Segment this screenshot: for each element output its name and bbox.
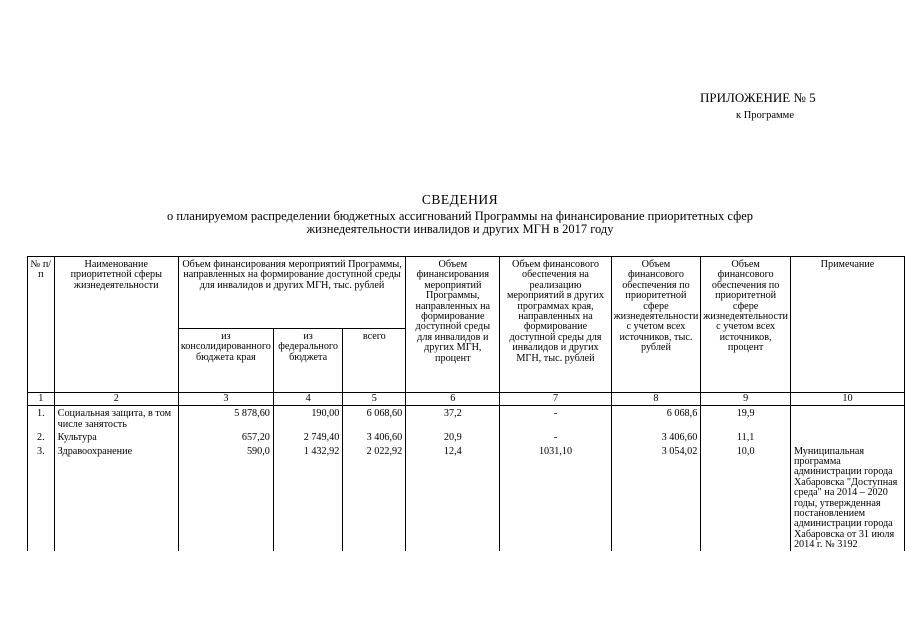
column-number: 3 — [178, 393, 273, 406]
row-consolidated: 5 878,60 — [178, 406, 273, 430]
document-subtitle-line1: о планируемом распределении бюджетных ассигнований Программы на финансирование приоритетных сфер — [166, 209, 753, 223]
row-all-rub: 6 068,6 — [611, 406, 701, 430]
table-row — [28, 406, 905, 430]
row-note: Муниципальная программа администрации города Хабаровска "Доступная среда" на 2014 – 2020 годы, утвержденная постановлением администрации города Хабаровска от 31 июля 2014 г. № 3192 — [790, 444, 904, 551]
allocation-table — [27, 256, 905, 551]
row-consolidated: 590,0 — [178, 444, 273, 551]
column-number: 9 — [701, 393, 791, 406]
table-row — [28, 430, 905, 443]
column-number: 1 — [28, 393, 55, 406]
column-number: 10 — [790, 393, 904, 406]
row-all-pct: 19,9 — [701, 406, 791, 430]
header-volume-group: Объем финансирования мероприятий Программы, направленных на формирование доступной среды для инвалидов и других МГН, тыс. рублей — [178, 257, 405, 329]
column-number: 5 — [343, 393, 406, 406]
row-other: - — [500, 430, 611, 443]
header-note: Примечание — [790, 257, 904, 393]
header-consolidated: из консолидированного бюджета края — [178, 329, 273, 393]
row-all-pct: 10,0 — [701, 444, 791, 551]
row-federal: 190,00 — [273, 406, 342, 430]
header-name: Наименование приоритетной сферы жизнедеятельности — [54, 257, 178, 393]
header-share-program: Объем финансирования мероприятий Программы, направленных на формирование доступной среды для инвалидов и других МГН, процент — [406, 257, 500, 393]
table-row — [28, 444, 905, 551]
column-number: 6 — [406, 393, 500, 406]
row-name: Культура — [54, 430, 178, 443]
row-federal: 2 749,40 — [273, 430, 342, 443]
row-other: - — [500, 406, 611, 430]
row-federal: 1 432,92 — [273, 444, 342, 551]
row-num: 3. — [28, 444, 55, 551]
row-all-pct: 11,1 — [701, 430, 791, 443]
row-consolidated: 657,20 — [178, 430, 273, 443]
column-number: 2 — [54, 393, 178, 406]
header-federal: из федерального бюджета — [273, 329, 342, 393]
appendix-block — [700, 90, 850, 121]
row-num: 2. — [28, 430, 55, 443]
row-total: 2 022,92 — [343, 444, 406, 551]
row-total: 3 406,60 — [343, 430, 406, 443]
column-number: 8 — [611, 393, 701, 406]
row-all-rub: 3 406,60 — [611, 430, 701, 443]
row-all-rub: 3 054,02 — [611, 444, 701, 551]
header-other-programs: Объем финансового обеспечения на реализацию мероприятий в других программах края, направленных на формирование доступной среды для инвалидов и других МГН, тыс. рублей — [500, 257, 611, 393]
column-number: 7 — [500, 393, 611, 406]
row-name: Социальная защита, в том числе занятость — [54, 406, 178, 430]
row-num: 1. — [28, 406, 55, 430]
row-total: 6 068,60 — [343, 406, 406, 430]
appendix-title: ПРИЛОЖЕНИЕ № 5 — [700, 90, 816, 105]
header-all-sources-rub: Объем финансового обеспечения по приоритетной сфере жизнедеятельности с учетом всех источников, тыс. рублей — [611, 257, 701, 393]
row-name: Здравоохранение — [54, 444, 178, 551]
row-note — [790, 430, 904, 443]
header-all-sources-pct: Объем финансового обеспечения по приоритетной сфере жизнедеятельности с учетом всех источников, процент — [701, 257, 791, 393]
row-note — [790, 406, 904, 430]
row-share: 20,9 — [406, 430, 500, 443]
document-title: СВЕДЕНИЯ — [421, 192, 499, 207]
header-total: всего — [343, 329, 406, 393]
row-other: 1031,10 — [500, 444, 611, 551]
column-number: 4 — [273, 393, 342, 406]
header-num: № п/п — [28, 257, 55, 393]
appendix-subtitle: к Программе — [736, 110, 794, 121]
row-share: 12,4 — [406, 444, 500, 551]
column-numbers-row — [28, 393, 905, 406]
row-share: 37,2 — [406, 406, 500, 430]
document-subtitle — [40, 210, 880, 236]
document-subtitle-line2: жизнедеятельности инвалидов и других МГН в 2017 году — [306, 222, 614, 236]
